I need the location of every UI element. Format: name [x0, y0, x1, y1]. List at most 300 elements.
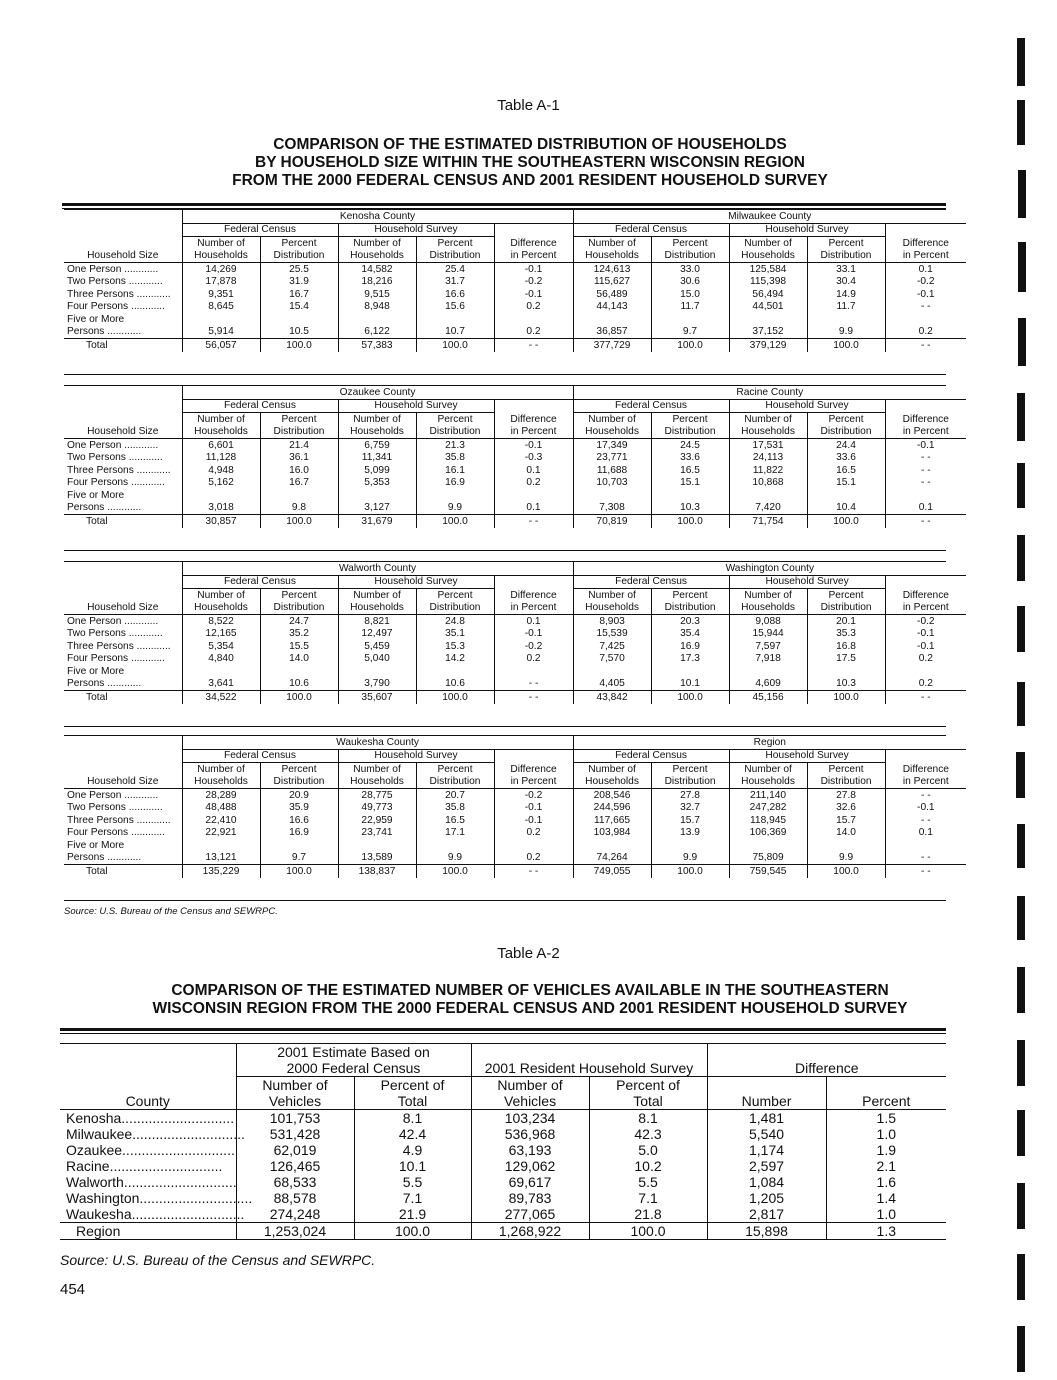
header-in-percent: in Percent: [885, 250, 966, 263]
value-cell: 25.5: [260, 263, 338, 276]
header-number-of: Number of: [182, 413, 260, 426]
table-row: [64, 326, 966, 339]
table-row: [60, 1110, 946, 1127]
value-cell: 0.2: [494, 301, 573, 314]
table-a2-rule: [60, 1028, 946, 1031]
header-blank: [885, 749, 966, 763]
header-difference: Difference: [885, 589, 966, 602]
value-cell: 32.6: [807, 802, 885, 815]
value-cell: 15.4: [260, 301, 338, 314]
value-cell: 0.2: [494, 827, 573, 840]
header-number-of: Number of: [338, 589, 416, 602]
value-cell: 33.0: [651, 263, 729, 276]
header-households: Households: [338, 776, 416, 789]
header-number-of: Number of: [729, 763, 807, 776]
county-name: Kenosha: [66, 1110, 122, 1126]
row-label-text: Four Persons: [67, 653, 129, 664]
row-label-text: Total: [86, 691, 108, 703]
county-name: Washington: [66, 1190, 140, 1206]
county-header: Ozaukee County: [182, 386, 573, 399]
value-cell: 8,645: [182, 301, 260, 314]
header-difference: Difference: [885, 413, 966, 426]
row-label-text: Five or More: [67, 839, 125, 851]
value-cell: 30,857: [182, 515, 260, 528]
value-cell: 247,282: [729, 802, 807, 815]
value-cell: 24.4: [807, 439, 885, 452]
value-cell: 100.0: [807, 339, 885, 352]
header-number-of: Number of: [573, 763, 651, 776]
value-cell: 7,308: [573, 502, 651, 515]
header-number-of: Number of: [573, 589, 651, 602]
value-cell: 15.0: [651, 288, 729, 301]
header-households: Households: [182, 250, 260, 263]
value-cell: 138,837: [338, 865, 416, 878]
value-cell: 20.3: [651, 615, 729, 628]
value-cell: 10,868: [729, 477, 807, 490]
value-cell: 21.4: [260, 439, 338, 452]
table-row: [60, 1142, 946, 1158]
row-label-text: One Person: [67, 439, 122, 451]
header-number-of: Number of: [338, 763, 416, 776]
value-cell: [729, 665, 807, 678]
value-cell: 21.9: [354, 1206, 471, 1223]
table-row: [64, 276, 966, 289]
value-cell: 103,234: [471, 1110, 589, 1127]
value-cell: 2,597: [707, 1158, 826, 1174]
value-cell: 88,578: [236, 1190, 354, 1206]
value-cell: 75,809: [729, 852, 807, 865]
value-cell: 8,821: [338, 615, 416, 628]
table-a1-block: [64, 735, 949, 901]
header-percent: Percent: [807, 589, 885, 602]
value-cell: 5,459: [338, 640, 416, 653]
header-percent: Percent: [807, 763, 885, 776]
value-cell: 8,948: [338, 301, 416, 314]
value-cell: 7,570: [573, 653, 651, 666]
value-cell: 5,353: [338, 477, 416, 490]
value-cell: [416, 313, 494, 326]
value-cell: 0.2: [885, 678, 966, 691]
value-cell: 16.6: [416, 288, 494, 301]
county-header: Washington County: [573, 562, 966, 575]
row-label-text: Five or More: [67, 665, 125, 677]
header-in-percent: in Percent: [494, 776, 573, 789]
scan-mark: [1017, 463, 1025, 508]
header-percent-of: Percent of: [589, 1077, 707, 1094]
value-cell: 129,062: [471, 1158, 589, 1174]
heading-line: BY HOUSEHOLD SIZE WITHIN THE SOUTHEASTERN WISCONSIN REGION: [255, 154, 805, 171]
value-cell: 9.8: [260, 502, 338, 515]
header-federal-census: Federal Census: [573, 749, 729, 763]
value-cell: 56,489: [573, 288, 651, 301]
table-row: [64, 827, 966, 840]
scan-mark: [1017, 1110, 1025, 1156]
value-cell: 3,127: [338, 502, 416, 515]
total-row: [64, 339, 966, 352]
leader-dots: .............................: [139, 1190, 253, 1206]
value-cell: - -: [494, 865, 573, 878]
value-cell: 35,607: [338, 691, 416, 704]
value-cell: [494, 839, 573, 852]
value-cell: 1.5: [826, 1110, 946, 1127]
value-cell: [416, 839, 494, 852]
header-household-survey: Household Survey: [338, 749, 494, 763]
scan-mark: [1017, 896, 1025, 940]
value-cell: 24.7: [260, 615, 338, 628]
leader-dots: .............................: [131, 1206, 245, 1222]
table-row: [64, 839, 966, 852]
heading-line: WISCONSIN REGION FROM THE 2000 FEDERAL CENSUS AND 2001 RESIDENT HOUSEHOLD SURVEY: [152, 1000, 908, 1017]
value-cell: 27.8: [807, 789, 885, 802]
header-households: Households: [338, 250, 416, 263]
corner-cell: [64, 210, 182, 223]
value-cell: 71,754: [729, 515, 807, 528]
row-label: [64, 665, 182, 678]
leader-dots: ............: [128, 653, 165, 664]
value-cell: 21.8: [589, 1206, 707, 1223]
value-cell: 100.0: [416, 515, 494, 528]
value-cell: 10.5: [260, 326, 338, 339]
leader-dots: ............: [128, 477, 165, 488]
row-label-text: Two Persons: [67, 802, 126, 813]
row-label: [60, 1190, 253, 1206]
county-header: Region: [573, 736, 966, 749]
header-in-percent: in Percent: [885, 602, 966, 615]
value-cell: 11.7: [807, 301, 885, 314]
header-percent: Percent: [826, 1093, 946, 1110]
table-row: [64, 615, 966, 628]
value-cell: 23,741: [338, 827, 416, 840]
value-cell: [807, 839, 885, 852]
row-label: [64, 339, 182, 352]
value-cell: 5.5: [589, 1174, 707, 1190]
value-cell: 6,759: [338, 439, 416, 452]
value-cell: 24.5: [651, 439, 729, 452]
value-cell: 17.3: [651, 653, 729, 666]
scan-mark: [1017, 100, 1025, 145]
header-percent: Percent: [651, 589, 729, 602]
corner-cell: [64, 575, 182, 589]
value-cell: 9.9: [807, 326, 885, 339]
value-cell: - -: [885, 789, 966, 802]
row-label: [60, 1223, 236, 1240]
table-a1-block: [64, 561, 949, 727]
value-cell: 0.2: [885, 326, 966, 339]
value-cell: 117,665: [573, 814, 651, 827]
value-cell: -0.1: [494, 263, 573, 276]
corner-cell: [64, 749, 182, 763]
value-cell: 8,903: [573, 615, 651, 628]
county-header: Kenosha County: [182, 210, 573, 223]
table-a1-title: Table A-1: [497, 97, 560, 114]
value-cell: 20.9: [260, 789, 338, 802]
table-row: [64, 464, 966, 477]
value-cell: [573, 489, 651, 502]
value-cell: [807, 313, 885, 326]
value-cell: 56,057: [182, 339, 260, 352]
header-household-survey: Household Survey: [729, 749, 885, 763]
header-number-of: Number of: [573, 237, 651, 250]
value-cell: - -: [885, 339, 966, 352]
leader-dots: ............: [125, 802, 163, 813]
table-a1-heading: [60, 136, 1000, 190]
value-cell: 30.4: [807, 276, 885, 289]
header-distribution: Distribution: [807, 426, 885, 439]
value-cell: [651, 839, 729, 852]
county-name: Walworth: [66, 1174, 124, 1190]
value-cell: - -: [885, 464, 966, 477]
value-cell: 1.6: [826, 1174, 946, 1190]
table-row: [60, 1190, 946, 1206]
header-distribution: Distribution: [416, 776, 494, 789]
row-label-text: One Person: [67, 263, 122, 275]
corner-cell: [64, 413, 182, 426]
header-households: Households: [729, 776, 807, 789]
value-cell: 24,113: [729, 452, 807, 465]
header-percent: Percent: [416, 763, 494, 776]
value-cell: 31.9: [260, 276, 338, 289]
value-cell: 101,753: [236, 1110, 354, 1127]
value-cell: 3,641: [182, 678, 260, 691]
value-cell: 56,494: [729, 288, 807, 301]
value-cell: 35.8: [416, 452, 494, 465]
value-cell: 277,065: [471, 1206, 589, 1223]
value-cell: 10.7: [416, 326, 494, 339]
header-blank: [885, 575, 966, 589]
value-cell: 7,420: [729, 502, 807, 515]
value-cell: 11,822: [729, 464, 807, 477]
value-cell: 69,617: [471, 1174, 589, 1190]
corner-cell: [64, 589, 182, 602]
header-household-survey: Household Survey: [729, 399, 885, 413]
value-cell: 100.0: [260, 339, 338, 352]
scan-mark: [1017, 1326, 1025, 1372]
header-households: Households: [573, 426, 651, 439]
value-cell: 33.6: [807, 452, 885, 465]
value-cell: 531,428: [236, 1126, 354, 1142]
header-number-of: Number of: [729, 237, 807, 250]
header-number: Number: [707, 1093, 826, 1110]
header-distribution: Distribution: [416, 602, 494, 615]
value-cell: 1.0: [826, 1126, 946, 1142]
row-label: [64, 865, 182, 878]
value-cell: - -: [885, 477, 966, 490]
value-cell: 22,959: [338, 814, 416, 827]
value-cell: 17.5: [807, 653, 885, 666]
row-label: [64, 653, 182, 666]
value-cell: 100.0: [260, 865, 338, 878]
value-cell: 379,129: [729, 339, 807, 352]
header-households: Households: [573, 776, 651, 789]
header-difference: Difference: [885, 763, 966, 776]
row-label: [60, 1206, 245, 1223]
scan-mark: [1018, 318, 1026, 366]
row-label-text: Three Persons: [67, 814, 134, 826]
value-cell: 16.7: [260, 477, 338, 490]
value-cell: 10,703: [573, 477, 651, 490]
value-cell: 9.9: [416, 502, 494, 515]
leader-dots: ............: [128, 301, 165, 312]
value-cell: 5,162: [182, 477, 260, 490]
heading-line: COMPARISON OF THE ESTIMATED DISTRIBUTION OF HOUSEHOLDS: [273, 136, 787, 153]
value-cell: [885, 839, 966, 852]
scan-mark: [1017, 967, 1025, 1013]
value-cell: [885, 313, 966, 326]
leader-dots: ............: [125, 276, 163, 287]
header-percent: Percent: [416, 589, 494, 602]
county-name: Milwaukee: [66, 1126, 133, 1142]
value-cell: 5,099: [338, 464, 416, 477]
value-cell: 126,465: [236, 1158, 354, 1174]
value-cell: 14.9: [807, 288, 885, 301]
value-cell: 1.9: [826, 1142, 946, 1158]
header-households: Households: [182, 602, 260, 615]
value-cell: 100.0: [651, 339, 729, 352]
value-cell: 16.6: [260, 814, 338, 827]
table-row: [64, 678, 966, 691]
header-household-size: Household Size: [64, 426, 182, 439]
value-cell: 1.0: [826, 1206, 946, 1223]
value-cell: 5,540: [707, 1126, 826, 1142]
value-cell: 100.0: [589, 1223, 707, 1240]
table-row: [64, 628, 966, 641]
header-distribution: Distribution: [260, 776, 338, 789]
value-cell: 4,840: [182, 653, 260, 666]
row-label: [60, 1126, 245, 1142]
corner-cell: [64, 763, 182, 776]
header-distribution: Distribution: [260, 426, 338, 439]
value-cell: 0.2: [885, 653, 966, 666]
table-row: [64, 439, 966, 452]
value-cell: 6,601: [182, 439, 260, 452]
row-label-text: Total: [86, 865, 108, 877]
leader-dots: .............................: [121, 1110, 235, 1126]
value-cell: 0.1: [494, 615, 573, 628]
leader-dots: ............: [121, 789, 159, 801]
value-cell: 9.9: [807, 852, 885, 865]
value-cell: 0.1: [885, 502, 966, 515]
row-label: [64, 502, 182, 515]
value-cell: 9.7: [651, 326, 729, 339]
row-label-text: Four Persons: [67, 301, 129, 312]
value-cell: 0.1: [885, 263, 966, 276]
value-cell: 124,613: [573, 263, 651, 276]
table-row: [64, 640, 966, 653]
header-percent: Percent: [260, 237, 338, 250]
value-cell: - -: [885, 452, 966, 465]
leader-dots: ............: [104, 326, 142, 337]
row-label: [60, 1110, 236, 1127]
leader-dots: .............................: [122, 1142, 235, 1158]
value-cell: 1,205: [707, 1190, 826, 1206]
header-difference: Difference: [494, 589, 573, 602]
value-cell: 33.6: [651, 452, 729, 465]
value-cell: 16.7: [260, 288, 338, 301]
value-cell: 4,948: [182, 464, 260, 477]
value-cell: 3,018: [182, 502, 260, 515]
leader-dots: ............: [125, 452, 163, 463]
value-cell: 15.6: [416, 301, 494, 314]
value-cell: 1.4: [826, 1190, 946, 1206]
value-cell: 15.7: [651, 814, 729, 827]
value-cell: 100.0: [260, 691, 338, 704]
value-cell: 45,156: [729, 691, 807, 704]
leader-dots: ............: [104, 852, 142, 863]
header-federal-census: Federal Census: [573, 399, 729, 413]
value-cell: 9,515: [338, 288, 416, 301]
scan-mark: [1017, 1254, 1025, 1300]
row-label-text: Five or More: [67, 313, 125, 325]
table-row: [64, 789, 966, 802]
value-cell: 2,817: [707, 1206, 826, 1223]
value-cell: 9,351: [182, 288, 260, 301]
value-cell: 7,425: [573, 640, 651, 653]
header-blank: [494, 223, 573, 237]
value-cell: 1,481: [707, 1110, 826, 1127]
header-distribution: Distribution: [651, 776, 729, 789]
value-cell: [729, 489, 807, 502]
header-federal-census: Federal Census: [573, 575, 729, 589]
value-cell: -0.1: [885, 288, 966, 301]
header-in-percent: in Percent: [885, 426, 966, 439]
header-federal-census: Federal Census: [573, 223, 729, 237]
value-cell: 11,341: [338, 452, 416, 465]
value-cell: 23,771: [573, 452, 651, 465]
header-distribution: Distribution: [416, 426, 494, 439]
corner-cell: [64, 386, 182, 399]
table-row: [64, 814, 966, 827]
value-cell: 35.3: [807, 628, 885, 641]
row-label-text: Two Persons: [67, 276, 126, 287]
value-cell: -0.2: [885, 276, 966, 289]
value-cell: -0.2: [494, 789, 573, 802]
header-in-percent: in Percent: [885, 776, 966, 789]
value-cell: 1.3: [826, 1223, 946, 1240]
value-cell: [494, 489, 573, 502]
total-row: [64, 865, 966, 878]
leader-dots: ............: [104, 678, 142, 689]
value-cell: 100.0: [416, 339, 494, 352]
value-cell: 4,609: [729, 678, 807, 691]
header-distribution: Distribution: [260, 602, 338, 615]
value-cell: 43,842: [573, 691, 651, 704]
scan-mark: [1017, 606, 1025, 652]
leader-dots: ............: [133, 814, 171, 826]
table-a1-rule: [62, 203, 946, 206]
value-cell: 115,627: [573, 276, 651, 289]
value-cell: - -: [494, 691, 573, 704]
value-cell: -0.2: [494, 276, 573, 289]
scan-mark: [1017, 1183, 1025, 1229]
total-row: [64, 515, 966, 528]
value-cell: -0.1: [885, 802, 966, 815]
value-cell: [416, 665, 494, 678]
header-household-survey: Household Survey: [729, 575, 885, 589]
county-name: Ozaukee: [66, 1142, 123, 1158]
value-cell: 0.1: [885, 827, 966, 840]
value-cell: [338, 665, 416, 678]
value-cell: [573, 665, 651, 678]
value-cell: [651, 665, 729, 678]
corner-cell: [64, 223, 182, 237]
header-percent: Percent: [651, 413, 729, 426]
value-cell: 100.0: [416, 865, 494, 878]
value-cell: 5.0: [589, 1142, 707, 1158]
corner-cell: [64, 736, 182, 749]
value-cell: 22,410: [182, 814, 260, 827]
value-cell: - -: [494, 339, 573, 352]
row-label: [64, 276, 182, 289]
